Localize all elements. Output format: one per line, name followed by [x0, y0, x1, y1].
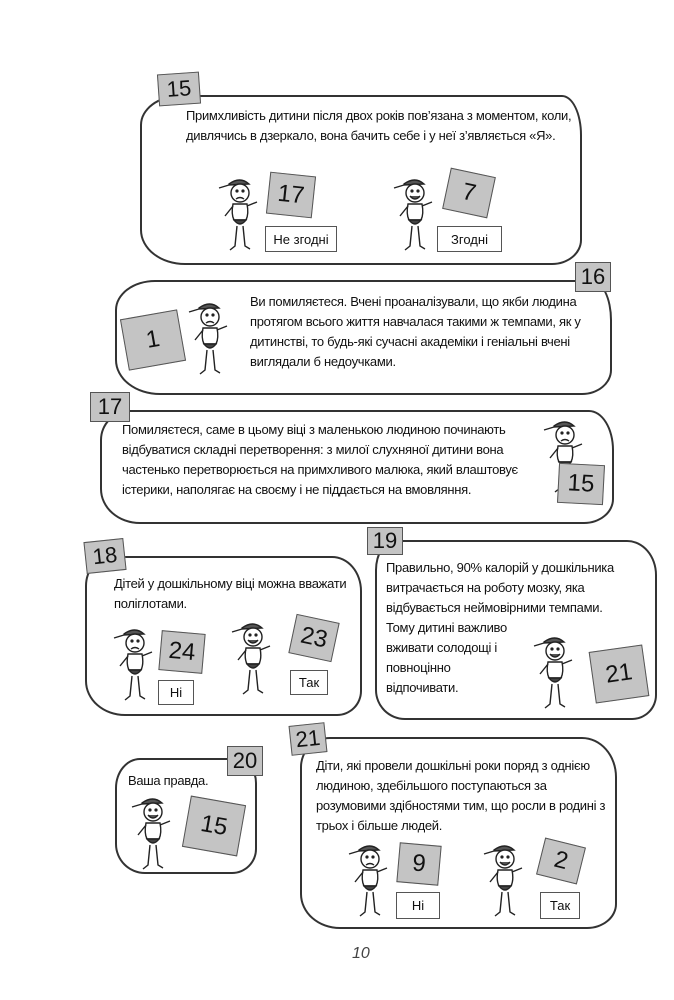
boy-figure-sad: [185, 300, 235, 380]
goto-card[interactable]: 7: [442, 168, 496, 219]
goto-card[interactable]: 9: [396, 842, 441, 886]
question-18-text: Дітей у дошкільному віці можна вважати поліглотами.: [114, 576, 347, 611]
goto-card[interactable]: 15: [182, 796, 246, 857]
question-17-number: 17: [90, 392, 130, 422]
boy-figure-happy: [480, 842, 530, 922]
answer-agree-button[interactable]: Згодні: [437, 226, 502, 252]
answer-no-button[interactable]: Ні: [158, 680, 194, 705]
question-19-text: Правильно, 90% калорій у дошкільника витрачається на роботу мозку, яка відбувається неймовірними темпами.: [386, 560, 614, 615]
answer-yes-button[interactable]: Так: [540, 892, 580, 919]
boy-figure-happy: [228, 620, 278, 700]
boy-figure-happy: [390, 176, 440, 256]
answer-no-button[interactable]: Ні: [396, 892, 440, 919]
goto-card[interactable]: 17: [266, 172, 316, 219]
question-16-text: Ви помиляєтеся. Вчені проаналізували, що якби людина протягом всього життя навчалася такими ж темпами, як у дитинстві, то будь-які сучасні академіки і геніальні вчені виглядали б недоучками.: [250, 294, 581, 369]
answer-disagree-button[interactable]: Не згодні: [265, 226, 337, 252]
goto-card[interactable]: 21: [589, 644, 650, 703]
question-15-text: Примхливість дитини після двох років пов’язана з моментом, коли, дивлячись в дзеркало, вона бачить себе і у неї з’являється «Я».: [186, 108, 572, 143]
question-20-number: 20: [227, 746, 263, 776]
goto-card[interactable]: 15: [557, 463, 605, 505]
question-16-number: 16: [575, 262, 611, 292]
goto-card[interactable]: 2: [536, 837, 586, 884]
boy-figure-sad: [345, 842, 395, 922]
boy-figure-sad: [215, 176, 265, 256]
question-18-number: 18: [83, 538, 126, 574]
boy-figure-running: [128, 795, 178, 875]
question-15-number: 15: [157, 72, 201, 107]
question-19-text-continued: Тому дитині важливо вживати солодощі і повноцінно відпочивати.: [386, 620, 507, 695]
question-21-text: Діти, які провели дошкільні роки поряд з однією людиною, здебільшого поступаються за розумовими здібностями тим, що росли в родині з трьох і більше людей.: [316, 758, 606, 833]
page-number: 10: [352, 945, 370, 962]
question-17-text: Помиляєтеся, саме в цьому віці з маленькою людиною починають відбуватися складні перетворення: з милої слухняної дитини вона частенько перетворюється на примхливого малюка, який влаштовує істерики, наполягає на своєму і не піддається на вмовляння.: [122, 422, 518, 497]
answer-yes-button[interactable]: Так: [290, 670, 328, 695]
goto-card[interactable]: 23: [288, 614, 339, 662]
boy-figure-sad: [110, 626, 160, 706]
goto-card[interactable]: 24: [158, 630, 205, 674]
boy-figure-running: [530, 634, 580, 714]
question-21-number: 21: [289, 722, 328, 756]
question-19-number: 19: [367, 527, 403, 555]
question-20-text: Ваша правда.: [128, 773, 209, 788]
goto-card[interactable]: 1: [120, 309, 186, 370]
